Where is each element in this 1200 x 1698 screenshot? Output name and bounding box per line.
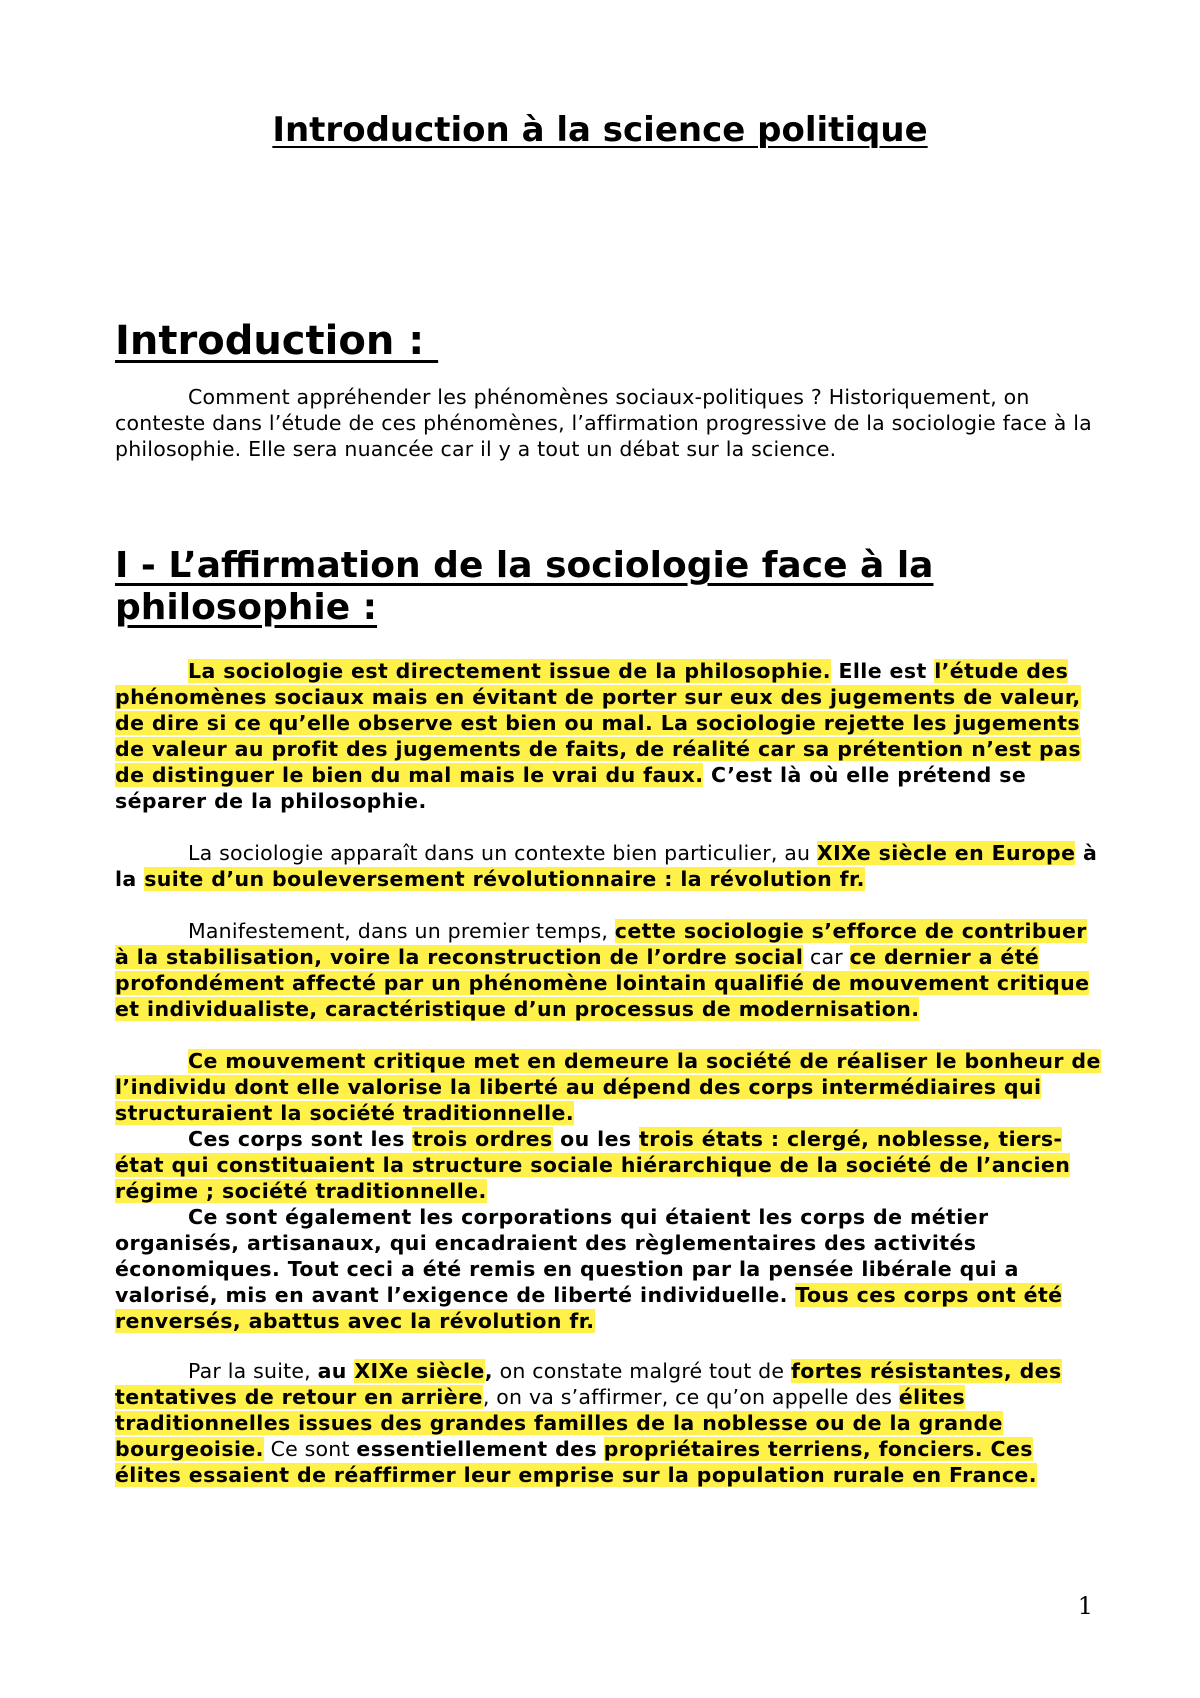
text-run: Ce sont	[263, 1437, 357, 1461]
text-run: Ce sont également les corporations qui étaient les corps de métier organisés, artisanaux, qui encadraient des règlementaires des activités économiques. Tout ceci a été remis en question par la pensée libérale qui a valorisé, mis en avant l’exigence de liberté individuelle.	[115, 1205, 1019, 1307]
text-run	[597, 1437, 604, 1461]
text-run: ou les	[552, 1127, 640, 1151]
page-number: 1	[1077, 1592, 1093, 1620]
text-run: fortes résistantes, des tentatives de retour en arrière	[115, 1359, 1062, 1409]
intro-text: Comment appréhender les phénomènes sociaux-politiques ? Historiquement, on conteste dans l’étude de ces phénomènes, l’affirmation progressive de la sociologie face à la philosophie. Elle sera nuancée car il y a tout un débat sur la science.	[115, 385, 1092, 461]
text-run: Elle est	[830, 659, 935, 683]
paragraph-1	[115, 658, 1105, 814]
text-run: XIXe siècle	[354, 1359, 485, 1383]
text-run: élites traditionnelles issues des grandes familles de la noblesse ou de la grande bourgeoisie.	[115, 1385, 1003, 1461]
text-run: car	[803, 945, 850, 969]
text-run: Par la suite,	[188, 1359, 318, 1383]
text-run: l’étude des phénomènes sociaux mais en évitant de porter sur eux des jugements de valeur, de dire si ce qu’elle observe est bien ou mal. La sociologie rejette les jugements de valeur au profit des jugements de faits, de réalité car sa prétention n’est pas de distinguer le bien du mal mais le vrai du faux.	[115, 659, 1081, 787]
text-run: ce dernier a été profondément affecté par un phénomène lointain qualifié de mouvement critique et individualiste, caractéristique d’un processus de modernisation.	[115, 945, 1090, 1021]
text-run: Manifestement, dans un premier temps,	[188, 919, 615, 943]
intro-heading: Introduction :	[115, 318, 439, 364]
paragraph-4	[115, 1048, 1105, 1126]
text-run: Tous ces corps ont été renversés, abattus avec la révolution fr.	[115, 1283, 1063, 1333]
text-run: XIXe siècle en Europe	[816, 841, 1076, 865]
text-run: ,	[484, 1359, 493, 1383]
text-run: cette sociologie s’efforce de contribuer à la stabilisation, voire la reconstruction de l’ordre social	[115, 919, 1087, 969]
document-title: Introduction à la science politique	[272, 110, 928, 150]
text-run: , on va s’affirmer, ce qu’on appelle des	[482, 1385, 899, 1409]
text-run: Ce mouvement critique met en demeure la société de réaliser le bonheur de l’individu dont elle valorise la liberté au dépend des corps intermédiaires qui structuraient la société traditionnelle.	[115, 1049, 1101, 1125]
text-run: La sociologie est directement issue de la philosophie.	[188, 659, 831, 683]
text-run: C’est là où elle prétend se séparer de la philosophie.	[115, 763, 1027, 813]
intro-paragraph	[115, 384, 1105, 462]
text-run: on constate malgré tout de	[492, 1359, 791, 1383]
section-1-heading: I - L’affirmation de la sociologie face à la philosophie :	[115, 545, 934, 628]
text-run: au	[317, 1359, 355, 1383]
paragraph-7	[115, 1358, 1105, 1488]
text-run: essentiellement des	[356, 1437, 598, 1461]
paragraph-2	[115, 840, 1105, 892]
text-run: trois ordres	[412, 1127, 553, 1151]
text-run: La sociologie apparaît dans un contexte bien particulier, au	[188, 841, 817, 865]
paragraph-6	[115, 1204, 1105, 1334]
text-run: à la	[115, 841, 1098, 891]
paragraph-3	[115, 918, 1105, 1022]
text-run: propriétaires terriens, fonciers. Ces élites essaient de réaffirmer leur emprise sur la population rurale en France.	[115, 1437, 1037, 1487]
text-run: trois états : clergé, noblesse, tiers-état qui constituaient la structure sociale hiérarchique de la société de l’ancien régime ; société traditionnelle.	[115, 1127, 1071, 1203]
text-run: suite d’un bouleversement révolutionnaire : la révolution fr.	[144, 867, 865, 891]
paragraph-5	[115, 1126, 1105, 1204]
text-run: Ces corps sont les	[188, 1127, 413, 1151]
